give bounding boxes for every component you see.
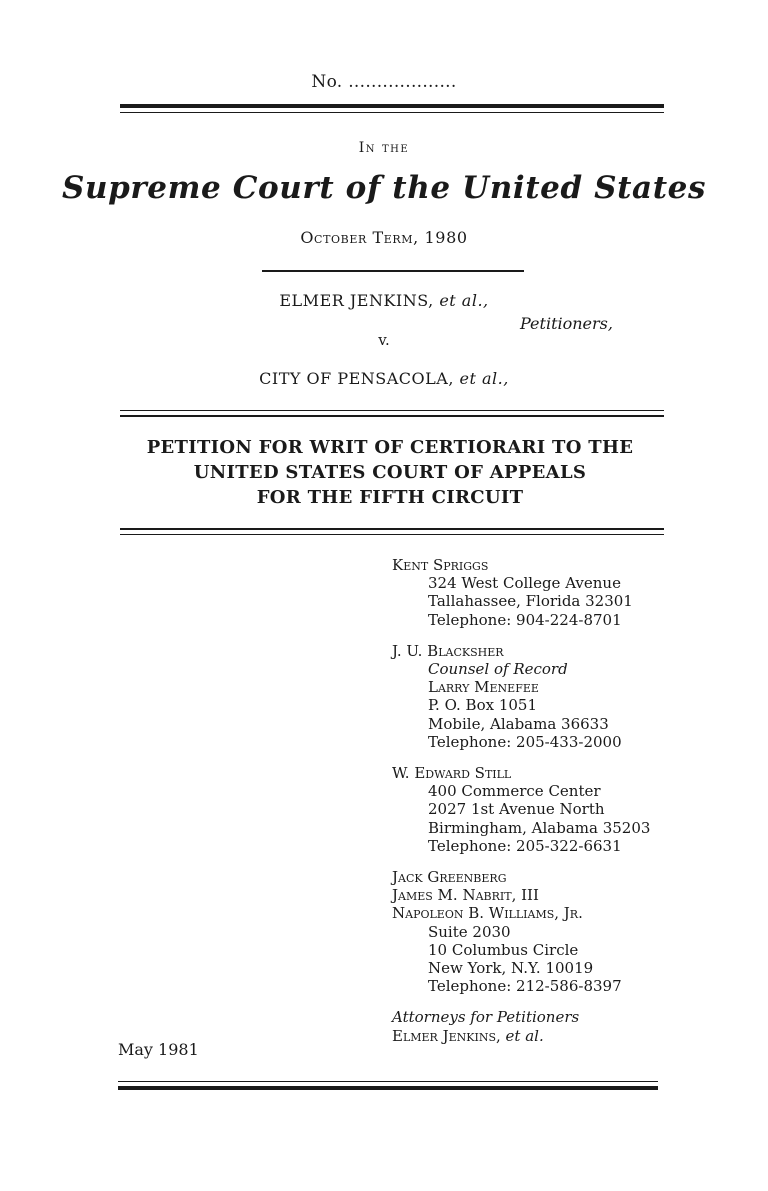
counsel-list [392,556,692,1045]
petitioner-name [0,291,768,310]
counsel-block-blacksher [392,642,692,751]
counsel-role: Counsel of Record [428,660,568,679]
counsel-phone: Telephone: 205-433-2000 [428,732,622,751]
counsel-address: 324 West College Avenue [428,574,621,593]
counsel-name: Napoleon B. Williams, Jr. [392,904,583,923]
client-name [392,1027,692,1045]
title-rule-1 [120,528,664,530]
attorneys-for-block [392,1008,692,1044]
parties-rule-2 [120,415,664,417]
counsel-address: Suite 2030 [428,922,511,941]
term-divider [262,270,524,272]
counsel-address: Birmingham, Alabama 35203 [428,818,651,837]
parties-rule-1 [120,410,664,411]
respondent-etal: et al., [459,369,509,388]
counsel-address: Mobile, Alabama 36633 [428,714,609,733]
term-label: October Term, 1980 [300,228,468,247]
counsel-address: 10 Columbus Circle [428,940,579,959]
title-line-1: PETITION FOR WRIT OF CERTIORARI TO THE [146,437,634,458]
counsel-address: P. O. Box 1051 [428,696,537,715]
client-etal: et al. [505,1026,544,1045]
counsel-name: James M. Nabrit, III [392,886,539,905]
title-rule-2 [120,534,664,535]
top-rule-thin [120,112,664,113]
top-rule-thick [120,104,664,108]
counsel-block-greenberg [392,868,692,995]
title-line-3: FOR THE FIFTH CIRCUIT [256,487,524,508]
counsel-address: 2027 1st Avenue North [428,800,605,819]
petitioner-etal: et al., [439,291,489,310]
docket-number: No. ................... [311,72,457,92]
counsel-block-still [392,764,692,855]
counsel-phone: Telephone: 212-586-8397 [428,977,622,996]
counsel-address: 400 Commerce Center [428,782,601,801]
court-name: Supreme Court of the United States [61,170,707,206]
in-the-label: In the [358,140,410,156]
counsel-address: Tallahassee, Florida 32301 [428,592,633,611]
bottom-rule-thick [118,1086,658,1090]
document-title [0,435,768,510]
attorneys-for-label: Attorneys for Petitioners [392,1008,580,1027]
counsel-phone: Telephone: 205-322-6631 [428,836,622,855]
counsel-phone: Telephone: 904-224-8701 [428,610,622,629]
bottom-rule-thin [118,1081,658,1082]
petitioner-name-text: ELMER JENKINS, [279,291,434,310]
counsel-name: Larry Menefee [428,678,539,697]
counsel-name: Kent Spriggs [392,556,489,574]
counsel-address: New York, N.Y. 10019 [428,959,594,978]
counsel-name: W. Edward Still [392,764,512,783]
versus-label: v. [378,331,390,349]
petitioners-role: Petitioners, [520,314,613,333]
client-name-text: Elmer Jenkins, [392,1026,501,1045]
counsel-name: J. U. Blacksher [392,641,504,660]
respondent-name-text: CITY OF PENSACOLA, [259,369,454,388]
respondent-name [0,369,768,388]
title-line-2: UNITED STATES COURT OF APPEALS [193,462,587,483]
counsel-name: Jack Greenberg [392,868,507,887]
filing-date: May 1981 [118,1040,199,1059]
counsel-block-spriggs [392,556,692,629]
